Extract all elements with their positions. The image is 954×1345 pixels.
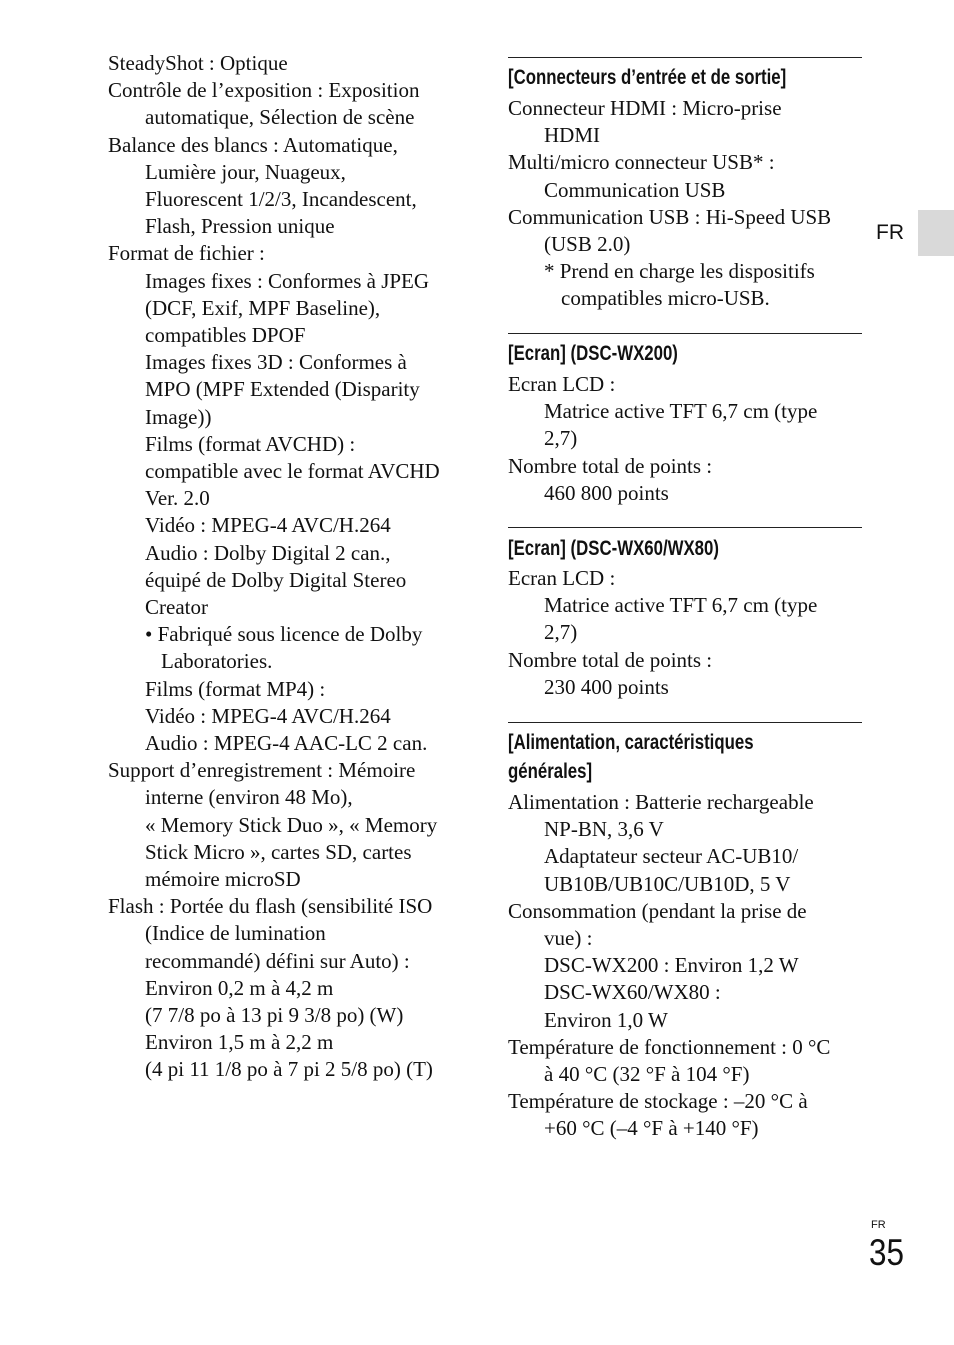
spec-line: compatibles DPOF [145, 323, 306, 347]
spec-line: Laboratories. [161, 649, 273, 674]
spec-line: Consommation (pendant la prise de [508, 898, 807, 923]
spec-line: Ecran LCD : [508, 566, 616, 590]
spec-line: compatible avec le format AVCHD [145, 459, 440, 483]
section-heading: [Connecteurs d’entrée et de sortie] [508, 66, 787, 89]
spec-line: 460 800 points [544, 480, 669, 505]
spec-line: Communication USB [544, 177, 726, 202]
spec-line: Ver. 2.0 [145, 486, 210, 511]
spec-line: Environ 1,0 W [544, 1007, 668, 1032]
spec-line: Contrôle de l’exposition : Exposition [108, 78, 420, 103]
section-heading: [Ecran] (DSC-WX200) [508, 342, 678, 365]
spec-line: Balance des blancs : Automatique, [108, 132, 398, 157]
spec-line: +60 °C (–4 °F à +140 °F) [544, 1116, 759, 1141]
section-heading: [Ecran] (DSC-WX60/WX80) [508, 537, 719, 560]
section-divider [508, 527, 862, 528]
spec-line: Films (format MP4) : [145, 676, 326, 701]
spec-line: automatique, Sélection de scène [145, 105, 415, 130]
spec-line: NP-BN, 3,6 V [544, 817, 664, 842]
section-divider [508, 722, 862, 723]
spec-line: Matrice active TFT 6,7 cm (type [544, 593, 818, 618]
spec-line: Vidéo : MPEG-4 AVC/H.264 [145, 703, 391, 728]
spec-line: Audio : Dolby Digital 2 can., [145, 540, 391, 565]
spec-line: compatibles micro-USB. [561, 286, 770, 311]
spec-line: Images fixes : Conformes à JPEG [145, 268, 430, 293]
spec-line: Adaptateur secteur AC-UB10/ [544, 844, 799, 869]
spec-line: (USB 2.0) [544, 232, 631, 256]
spec-line: vue) : [544, 926, 593, 950]
spec-line: (7 7/8 po à 13 pi 9 3/8 po) (W) [145, 1003, 404, 1027]
spec-line: SteadyShot : Optique [108, 51, 288, 75]
spec-line: Communication USB : Hi-Speed USB [508, 204, 832, 229]
spec-line: interne (environ 48 Mo), [145, 785, 353, 810]
spec-line: Audio : MPEG-4 AAC-LC 2 can. [145, 731, 428, 755]
footer-language: FR [871, 1219, 886, 1231]
spec-line: (4 pi 11 1/8 po à 7 pi 2 5/8 po) (T) [145, 1057, 433, 1082]
section-divider [508, 57, 862, 58]
spec-line: Alimentation : Batterie rechargeable [508, 790, 814, 814]
spec-line: Format de fichier : [108, 241, 265, 266]
spec-line: DSC-WX60/WX80 : [544, 980, 721, 1005]
spec-line: Matrice active TFT 6,7 cm (type [544, 399, 818, 424]
spec-line: Nombre total de points : [508, 453, 713, 478]
spec-line: Vidéo : MPEG-4 AVC/H.264 [145, 513, 391, 538]
spec-line: « Memory Stick Duo », « Memory [145, 812, 438, 837]
spec-line: 2,7) [544, 620, 578, 645]
spec-line: Température de stockage : –20 °C à [508, 1089, 808, 1114]
spec-line: Ecran LCD : [508, 372, 616, 396]
spec-line: Image)) [145, 404, 212, 429]
spec-line: Support d’enregistrement : Mémoire [108, 758, 416, 783]
spec-line: à 40 °C (32 °F à 104 °F) [544, 1062, 750, 1086]
section-heading: générales] [508, 760, 593, 783]
spec-line: Stick Micro », cartes SD, cartes [145, 839, 412, 864]
spec-line: * Prend en charge les dispositifs [544, 259, 815, 284]
spec-line: recommandé) défini sur Auto) : [145, 948, 410, 973]
spec-line: Images fixes 3D : Conformes à [145, 350, 407, 375]
spec-line: 230 400 points [544, 674, 669, 699]
spec-line: 2,7) [544, 426, 578, 451]
language-tab [918, 210, 954, 256]
spec-line: HDMI [544, 123, 600, 148]
spec-line: équipé de Dolby Digital Stereo [145, 567, 407, 592]
spec-line: MPO (MPF Extended (Disparity [145, 377, 420, 402]
spec-line: mémoire microSD [145, 867, 301, 891]
spec-line: Creator [145, 595, 208, 619]
spec-line: UB10B/UB10C/UB10D, 5 V [544, 871, 791, 896]
spec-line: (DCF, Exif, MPF Baseline), [145, 295, 381, 320]
section-heading: [Alimentation, caractéristiques [508, 731, 754, 754]
spec-line: Lumière jour, Nuageux, [145, 159, 346, 184]
spec-line: DSC-WX200 : Environ 1,2 W [544, 953, 799, 978]
spec-line: (Indice de lumination [145, 921, 326, 946]
spec-line: Température de fonctionnement : 0 °C [508, 1034, 831, 1059]
spec-line: Multi/micro connecteur USB* : [508, 150, 775, 175]
spec-line: Nombre total de points : [508, 647, 713, 672]
section-divider [508, 333, 862, 334]
language-tab-label: FR [876, 221, 904, 244]
spec-line: Fluorescent 1/2/3, Incandescent, [145, 187, 417, 211]
spec-line: • Fabriqué sous licence de Dolby [145, 622, 423, 647]
spec-line: Environ 0,2 m à 4,2 m [145, 975, 334, 1000]
spec-line: Flash, Pression unique [145, 214, 335, 239]
spec-line: Flash : Portée du flash (sensibilité ISO [108, 894, 433, 919]
spec-line: Environ 1,5 m à 2,2 m [145, 1030, 334, 1055]
page-number: 35 [869, 1232, 904, 1273]
spec-line: Films (format AVCHD) : [145, 431, 356, 456]
spec-line: Connecteur HDMI : Micro-prise [508, 96, 782, 120]
